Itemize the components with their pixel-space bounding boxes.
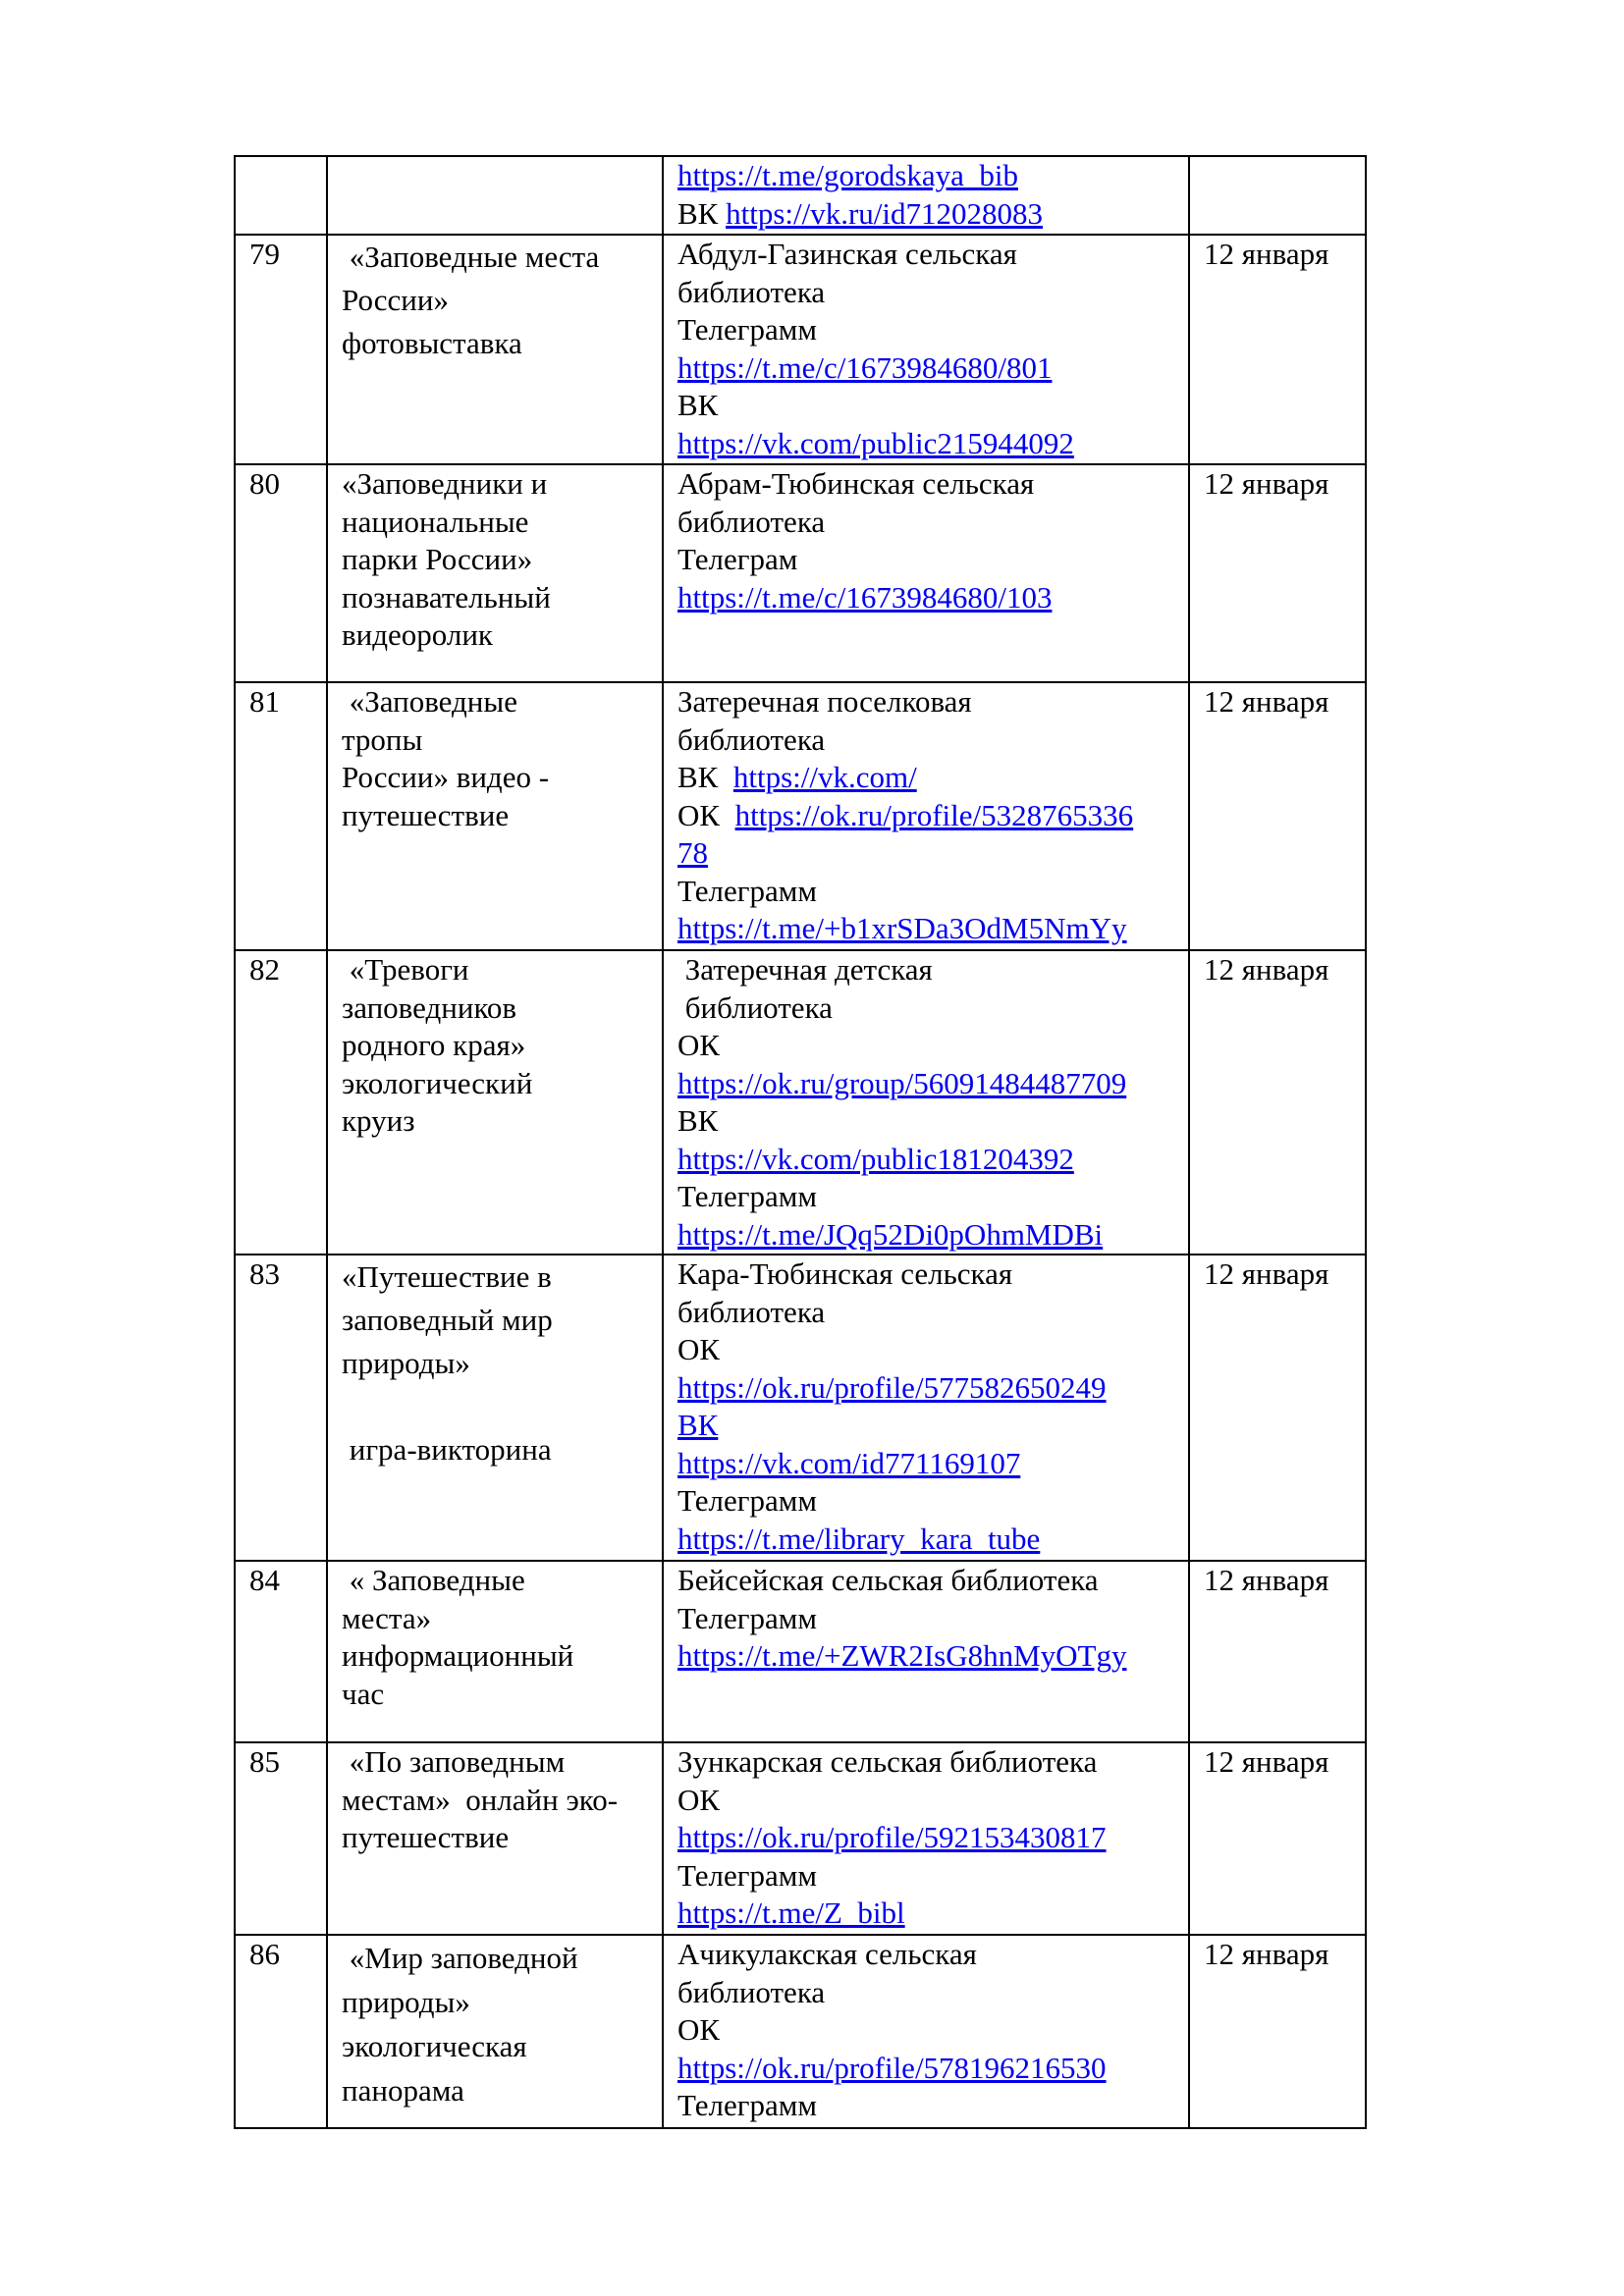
row-number: 81 xyxy=(235,682,327,950)
table-row xyxy=(235,1561,1366,1742)
event-date: 12 января xyxy=(1189,1742,1366,1935)
social-link[interactable]: https://t.me/JQq52Di0pOhmMDBi xyxy=(677,1216,1104,1252)
library-text: Телеграмм xyxy=(677,1857,817,1893)
library-line xyxy=(677,683,1174,721)
library-and-links xyxy=(663,1935,1189,2128)
library-line xyxy=(677,2087,1174,2125)
row-number: 86 xyxy=(235,1935,327,2128)
event-title-line: путешествие xyxy=(342,1820,510,1854)
events-table xyxy=(234,155,1367,2129)
library-text: Телеграмм xyxy=(677,2088,817,2122)
library-line xyxy=(677,1895,1174,1933)
event-title-line: информационный xyxy=(342,1638,574,1673)
event-title-line: России» xyxy=(342,283,449,317)
library-and-links xyxy=(663,1561,1189,1742)
social-link[interactable]: https://ok.ru/profile/578196216530 xyxy=(677,2050,1107,2085)
row-number: 79 xyxy=(235,235,327,464)
event-title xyxy=(327,1935,663,2128)
library-text: ВК xyxy=(677,1103,719,1138)
library-line xyxy=(677,1743,1174,1782)
library-line xyxy=(677,1407,1174,1445)
library-line xyxy=(677,951,1174,989)
library-and-links xyxy=(663,1255,1189,1561)
library-text: ОК xyxy=(677,1782,721,1817)
library-text: Зункарская сельская библиотека xyxy=(677,1744,1098,1779)
library-text: Абрам-Тюбинская сельская xyxy=(677,466,1035,501)
row-number: 85 xyxy=(235,1742,327,1935)
event-title-line: видеоролик xyxy=(342,617,493,652)
social-link[interactable]: https://vk.ru/id712028083 xyxy=(726,195,1044,231)
table-row xyxy=(235,1742,1366,1935)
library-and-links xyxy=(663,464,1189,682)
social-link[interactable]: https://ok.ru/profile/577582650249 xyxy=(677,1369,1107,1405)
library-text: ОК xyxy=(677,1028,721,1062)
event-date: 12 января xyxy=(1189,1255,1366,1561)
library-line xyxy=(677,1255,1174,1294)
library-line xyxy=(677,1600,1174,1638)
event-title-line xyxy=(342,1385,648,1428)
library-text: Ачикулакская сельская xyxy=(677,1937,977,1971)
event-title xyxy=(327,950,663,1255)
event-title-line: природы» xyxy=(342,1346,470,1380)
library-line xyxy=(677,387,1174,425)
table-row xyxy=(235,235,1366,464)
library-line xyxy=(677,311,1174,349)
library-line xyxy=(677,1369,1174,1408)
library-text: ОК xyxy=(677,1332,721,1366)
library-line xyxy=(677,1065,1174,1103)
event-title-line: национальные xyxy=(342,504,529,539)
event-title-line: круиз xyxy=(342,1103,415,1138)
network-label: ВК xyxy=(677,195,727,231)
events-table-body xyxy=(235,156,1366,2128)
event-title-line: «По заповедным xyxy=(342,1744,566,1779)
event-title-line: экологический xyxy=(342,1065,533,1100)
event-title xyxy=(327,1255,663,1561)
event-title-line: «Тревоги xyxy=(342,952,469,987)
social-link[interactable]: https://t.me/+ZWR2IsG8hnMyOTgy xyxy=(677,1638,1127,1673)
event-title-line: местам» онлайн эко- xyxy=(342,1782,619,1817)
social-link[interactable]: 78 xyxy=(677,835,708,870)
table-row xyxy=(235,156,1366,235)
row-number: 82 xyxy=(235,950,327,1255)
event-title xyxy=(327,235,663,464)
event-date: 12 января xyxy=(1189,950,1366,1255)
library-text: библиотека xyxy=(677,274,826,309)
library-and-links xyxy=(663,156,1189,235)
network-label: ВК xyxy=(677,760,733,794)
library-line xyxy=(677,989,1174,1028)
row-number: 83 xyxy=(235,1255,327,1561)
library-text: библиотека xyxy=(677,721,826,757)
social-link[interactable]: https://t.me/gorodskaya_bib xyxy=(677,158,1018,192)
library-text: библиотека xyxy=(677,989,833,1025)
event-title-line: панорама xyxy=(342,2073,464,2108)
library-text: Абдул-Газинская сельская xyxy=(677,237,1017,271)
library-line xyxy=(677,1974,1174,2012)
event-title xyxy=(327,1561,663,1742)
library-line xyxy=(677,910,1174,948)
event-title-line: природы» xyxy=(342,1985,470,2019)
library-text: Телеграмм xyxy=(677,312,817,347)
library-line xyxy=(677,1178,1174,1216)
event-date xyxy=(1189,156,1366,235)
library-and-links xyxy=(663,950,1189,1255)
event-date: 12 января xyxy=(1189,682,1366,950)
library-text: Телеграмм xyxy=(677,1179,817,1213)
social-link[interactable]: https://t.me/c/1673984680/103 xyxy=(677,579,1053,614)
event-title-line: «Заповедные места xyxy=(342,240,600,274)
library-line xyxy=(677,797,1174,835)
social-link[interactable]: https://vk.com/public181204392 xyxy=(677,1141,1074,1176)
event-title-line: заповедный мир xyxy=(342,1303,553,1337)
table-row xyxy=(235,682,1366,950)
library-line xyxy=(677,1857,1174,1896)
library-line xyxy=(677,1294,1174,1332)
library-line xyxy=(677,541,1174,579)
library-text: Бейсейская сельская библиотека xyxy=(677,1563,1099,1597)
library-line xyxy=(677,1102,1174,1141)
library-text: Кара-Тюбинская сельская xyxy=(677,1256,1013,1291)
event-title-line: « Заповедные xyxy=(342,1563,525,1597)
library-line xyxy=(677,579,1174,617)
social-link[interactable]: https://t.me/Z_bibl xyxy=(677,1896,905,1930)
library-text: библиотека xyxy=(677,504,826,539)
table-row xyxy=(235,1255,1366,1561)
library-line xyxy=(677,873,1174,911)
library-line xyxy=(677,504,1174,542)
social-link[interactable]: https://ok.ru/group/56091484487709 xyxy=(677,1065,1127,1100)
library-text: Затеречная детская xyxy=(677,952,933,987)
library-line xyxy=(677,1445,1174,1483)
event-date: 12 января xyxy=(1189,235,1366,464)
library-line xyxy=(677,1521,1174,1559)
library-line xyxy=(677,157,1174,195)
library-text: Телеграмм xyxy=(677,1600,817,1635)
social-link[interactable]: https://vk.com/id771169107 xyxy=(677,1445,1021,1480)
library-and-links xyxy=(663,682,1189,950)
library-line xyxy=(677,1482,1174,1521)
library-line xyxy=(677,1936,1174,1974)
library-line xyxy=(677,834,1174,873)
library-line xyxy=(677,1637,1174,1676)
event-title xyxy=(327,464,663,682)
library-line xyxy=(677,1141,1174,1179)
event-title-line: «Путешествие в xyxy=(342,1259,552,1294)
event-title xyxy=(327,1742,663,1935)
library-line xyxy=(677,1782,1174,1820)
library-text: Затеречная поселковая xyxy=(677,684,972,719)
library-line xyxy=(677,425,1174,463)
library-line xyxy=(677,236,1174,274)
table-row xyxy=(235,1935,1366,2128)
social-link[interactable]: https://t.me/+b1xrSDa3OdM5NmYy xyxy=(677,911,1127,945)
event-title-line: места» xyxy=(342,1600,432,1635)
library-line xyxy=(677,759,1174,797)
row-number xyxy=(235,156,327,235)
event-title-line: заповедников xyxy=(342,989,517,1025)
row-number: 80 xyxy=(235,464,327,682)
event-title-line: родного края» xyxy=(342,1028,526,1062)
library-text: Телеграмм xyxy=(677,1483,817,1518)
event-title xyxy=(327,682,663,950)
social-link[interactable]: https://vk.com/public215944092 xyxy=(677,425,1074,460)
network-label: ОК xyxy=(677,797,735,832)
event-title-line: «Заповедные xyxy=(342,684,517,719)
row-number: 84 xyxy=(235,1561,327,1742)
library-text: ОК xyxy=(677,2012,721,2047)
social-link[interactable]: https://t.me/library_kara_tube xyxy=(677,1521,1041,1556)
event-title-line: России» видео - xyxy=(342,760,550,794)
event-title-line: «Мир заповедной xyxy=(342,1941,578,1975)
event-date: 12 января xyxy=(1189,1935,1366,2128)
library-line xyxy=(677,465,1174,504)
table-row xyxy=(235,950,1366,1255)
event-date: 12 января xyxy=(1189,464,1366,682)
library-text: Телеграм xyxy=(677,542,798,576)
event-title-line: путешествие xyxy=(342,797,510,832)
table-row xyxy=(235,464,1366,682)
library-line xyxy=(677,1216,1174,1255)
library-line xyxy=(677,2050,1174,2088)
library-line xyxy=(677,721,1174,760)
library-line xyxy=(677,1027,1174,1065)
social-link[interactable]: https://ok.ru/profile/592153430817 xyxy=(677,1820,1107,1854)
event-title-line: парки России» xyxy=(342,542,533,576)
social-link[interactable]: https://t.me/c/1673984680/801 xyxy=(677,349,1053,385)
social-link[interactable]: https://ok.ru/profile/5328765336 xyxy=(734,797,1134,832)
library-text: библиотека xyxy=(677,1294,826,1329)
social-link[interactable]: ВК xyxy=(677,1408,719,1442)
library-text: ВК xyxy=(677,388,719,422)
event-title-line: тропы xyxy=(342,721,423,757)
library-line xyxy=(677,1819,1174,1857)
event-title-line: час xyxy=(342,1676,385,1711)
event-title-line: фотовыставка xyxy=(342,326,522,360)
library-text: библиотека xyxy=(677,1974,826,2009)
social-link[interactable]: https://vk.com/ xyxy=(732,760,917,794)
library-line xyxy=(677,349,1174,388)
event-title xyxy=(327,156,663,235)
library-line xyxy=(677,274,1174,312)
event-title-line: «Заповедники и xyxy=(342,466,548,501)
event-title-line: познавательный xyxy=(342,579,551,614)
library-line xyxy=(677,2011,1174,2050)
library-line xyxy=(677,1331,1174,1369)
library-text: Телеграмм xyxy=(677,873,817,908)
library-line xyxy=(677,1562,1174,1600)
event-title-line: игра-викторина xyxy=(342,1432,552,1467)
library-and-links xyxy=(663,235,1189,464)
event-title-line: экологическая xyxy=(342,2029,527,2063)
library-line xyxy=(677,195,1174,234)
event-date: 12 января xyxy=(1189,1561,1366,1742)
library-and-links xyxy=(663,1742,1189,1935)
